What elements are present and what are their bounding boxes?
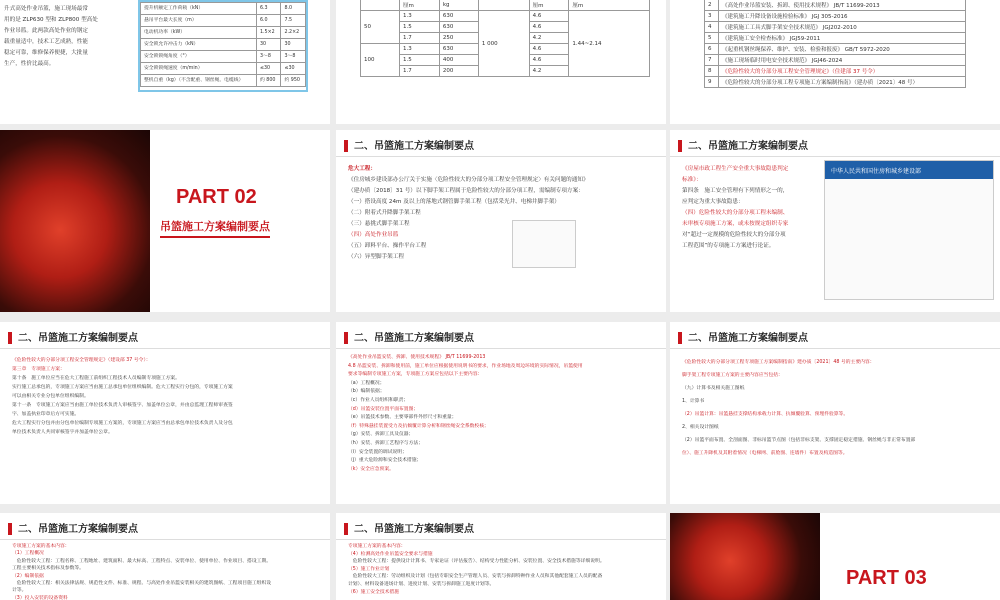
text-heading: 危大工程： (348, 166, 376, 172)
table-row: 安全锁锁绳角度（°） 3～8 3～8 (141, 51, 306, 63)
text-line: 危险性较大工程：劳动组织及计划（包括专职安全生产管理人员、安装与拆卸特种作业人员和其他配套施工人员的配备 (348, 574, 603, 580)
part-subtitle: 吊篮施工方案编制要点 (160, 220, 270, 233)
divider (160, 236, 270, 238)
text-line: （f）特殊悬挂装置受力及抗倾覆计算分析和钢丝绳安全系数校核； (348, 423, 489, 429)
text-line: 工程主要相关技术指标及参数等。 (12, 566, 84, 572)
part-number: PART 02 (176, 186, 257, 208)
slide-title: 二、吊篮施工方案编制要点 (354, 141, 474, 152)
text-line: 《高处作业吊篮安装、拆卸、使用技术规程》 JB/T 11699-2013 (348, 355, 486, 360)
text-line: （四）高处作业吊篮 (348, 232, 399, 238)
text-line: 第十一条 专项施工方案应当由施工单位技术负责人审核签字、加盖单位公章，并由总监理工程师审查签 (12, 403, 233, 408)
slide-thumbnail-1[interactable] (0, 0, 330, 124)
text-line: 脚手架工程专项施工方案的主要内容应当包括： (682, 373, 783, 378)
slide-body (348, 354, 658, 474)
table-row: 1.7 200 4.2 (361, 66, 650, 77)
text-line: 作业吊篮。此两款高处作业的钢定 (4, 28, 88, 34)
hardhat-photo (0, 130, 150, 312)
text-line: （b）编制依据； (348, 389, 385, 395)
slide1-text (4, 4, 134, 70)
text-line: 用的是 ZLP630 型和 ZLP800 型高处 (4, 17, 98, 23)
table-row: 整机自重（kg）（不含配重、钢丝绳、电缆线） 约 800 约 950 (141, 75, 306, 87)
table-row: 9 《危险性较大的分部分项工程专项施工方案编制指南》（建办质〔2021〕48 号） (705, 77, 966, 88)
text-line: （a）工程概况； (348, 380, 385, 386)
slide-thumbnail-11[interactable] (336, 513, 666, 600)
slide-body (12, 543, 322, 600)
text-line: 标准》： (682, 177, 702, 183)
text-line: 载重量适中，技术工艺成熟，性能 (4, 39, 88, 45)
slide-thumbnail-12[interactable] (670, 513, 1000, 600)
text-line: （2）吊篮计算：吊篮悬挂支撑结构承载力计算、抗倾覆验算、预埋件验算等。 (682, 412, 849, 417)
slide-thumbnail-5[interactable] (336, 130, 666, 312)
text-line: 位）、施工升降机及其附着情况（电梯网、前脸图、连墙件）布置及构造图等。 (682, 451, 848, 456)
slide-thumbnail-10[interactable] (0, 513, 330, 600)
spec-table (140, 2, 306, 87)
table-row: 50 1.3 630 1 000 4.6 1.44~2.14 (361, 11, 650, 22)
slide-header (336, 322, 666, 350)
text-line: （h）安装、拆卸工艺程序与方法； (348, 440, 423, 446)
slide-thumbnail-9[interactable] (670, 322, 1000, 504)
text-line: 应判定为重大事故隐患： (682, 199, 744, 205)
slide-title: 二、吊篮施工方案编制要点 (354, 333, 474, 344)
text-line: 第十条 施工单位应当在危大工程施工前组织工程技术人员编制专项施工方案。 (12, 376, 180, 381)
text-line: （5）施工作业计划 (348, 566, 390, 572)
text-line: 危险性较大工程：提供设计计算书、专家论证（评估报告）、结构受力性能分析、安装位置、安全技术措施等详细说明。 (348, 559, 605, 565)
table-row: 1.5 400 4.6 (361, 55, 650, 66)
text-line: （建办质〔2018〕31 号）以下脚手架工程属于危险性较大的分部分项工程，需编制专项方案： (348, 188, 584, 194)
text-line: 工程范围”的专项施工方案进行论证。 (682, 243, 775, 249)
text-line: 计划）、材料设备进场计划、进度计划、安装与拆卸施工进度计划等。 (348, 581, 495, 587)
table-row: 厘m kg 厘m 厘m (361, 0, 650, 11)
text-line: 《房屋市政工程生产安全重大事故隐患判定 (682, 166, 789, 172)
standards-table (704, 0, 966, 88)
text-line: （四）危险性较大的分部分项工程未编制、 (682, 210, 789, 216)
table-row: 安全锁锁绳速度（m/min） ≤30 ≤30 (141, 63, 306, 75)
slide-thumbnail-3[interactable] (670, 0, 1000, 124)
slide-header (336, 130, 666, 158)
spec-table-frame (138, 0, 308, 92)
text-line: 第三章 专项施工方案： (12, 367, 65, 372)
table-row: 提升机额定工作荷载（kN） 6.3 8.0 (141, 3, 306, 15)
text-line: 《危险性较大的分部分项工程专项施工方案编制指南》建办质〔2021〕48 号的主要内容： (682, 360, 875, 365)
document-image (824, 160, 994, 300)
text-line: 危险性较大工程：工程名称、工程地址、建筑面积、最大标高、工程特点、安装单位、使用单位、作业项目、搭设工期。 (12, 558, 272, 564)
text-line: 未审核专项施工方案，或未按规定组织专家 (682, 221, 789, 227)
text-line: （e）吊篮技术参数、主要零部件外形尺寸和重量； (348, 415, 457, 421)
text-line: 4.8 吊篮安装、拆卸和使用前，施工单位应根据使用说明书的要求，作业场地及周边环境的实际情况，吊篮使用 (348, 363, 583, 369)
table-row: 安全锁允许冲击力（kN） 30 30 (141, 39, 306, 51)
text-line: （九）计算书及相关施工图纸 (682, 386, 745, 391)
text-line: （d）吊篮安装位置平面布置图； (348, 406, 419, 412)
table-row: 5 《建筑施工安全检查标准》 JGJ59-2011 (705, 33, 966, 44)
text-line: 字、加盖执业印章后方可实施。 (12, 412, 80, 417)
text-line: （4）检测高处作业吊篮安全要求与措施 (348, 551, 433, 557)
text-line: 专项施工方案的基本内容： (12, 544, 70, 549)
text-line: 第四条 施工安全管理有下列情形之一的， (682, 188, 789, 194)
table-row: 1.5 630 4.6 (361, 22, 650, 33)
text-line: 对“超过一定规模的危险性较大的分部分项 (682, 232, 786, 238)
text-line: （g）安装、拆卸工具及仪器； (348, 432, 414, 438)
text-line: （三）悬挑式脚手架工程 (348, 221, 410, 227)
text-line: （1）工程概况 (12, 551, 44, 557)
table-row: 7 《施工现场临时用电安全技术规范》 JGJ46-2024 (705, 55, 966, 66)
slide-title: 二、吊篮施工方案编制要点 (688, 141, 808, 152)
table-row: 8 《危险性较大的分部分项工程安全管理规定》（住建部 37 号令） (705, 66, 966, 77)
text-line: 1、计算书 (682, 399, 705, 404)
text-line: 实行施工总承包的，专项施工方案应当由施工总承包单位组织编制。危大工程实行分包的，专项施工方案 (12, 385, 233, 390)
capacity-table (360, 0, 650, 77)
slide-thumbnail-8[interactable] (336, 322, 666, 504)
text-line: 稳定可靠，维修保养便捷，大批量 (4, 50, 88, 56)
slide-header (336, 513, 666, 541)
text-line: （j）重大危险源和安全技术措施； (348, 458, 422, 464)
table-row: 电动机功率（kW） 1.5×2 2.2×2 (141, 27, 306, 39)
part-number: PART 03 (846, 567, 927, 589)
slide-title: 二、吊篮施工方案编制要点 (354, 524, 474, 535)
table-row: 100 1.3 630 4.6 (361, 44, 650, 55)
text-line: （c）作业人员组织和职责； (348, 397, 409, 403)
slide-thumbnail-6[interactable] (670, 130, 1000, 312)
text-line: 单位技术负责人共同审核签字并加盖单位公章。 (12, 430, 113, 435)
text-line: （六）异型脚手架工程 (348, 254, 404, 260)
text-line: （2）吊篮平面布置、全剖面图、非标吊篮节点图（包括非标支架、支撑固定稳定措施、钢丝绳与非正常布置部 (682, 438, 916, 443)
text-line: 危大工程实行分包并由分包单位编制专项施工方案的，专项施工方案应当由总承包单位技术负责人及分包 (12, 421, 233, 426)
slide-thumbnail-2[interactable] (336, 0, 666, 124)
table-row: 3 《建筑施工升降设备设施检验标准》 JGJ 305-2016 (705, 11, 966, 22)
table-row: 悬吊平台最大长度（m） 6.0 7.5 (141, 15, 306, 27)
slide-header (0, 513, 330, 541)
table-row: 1.7 250 4.2 (361, 33, 650, 44)
slide-body (348, 164, 658, 263)
text-line: 生产，性价比最高。 (4, 61, 55, 67)
slide-title: 二、吊篮施工方案编制要点 (18, 524, 138, 535)
slide-body (682, 356, 992, 460)
text-line: （3）投入安装的设备资料 (12, 595, 68, 600)
slide-body (682, 164, 822, 252)
text-line: 计等。 (12, 588, 27, 594)
document-image (512, 220, 576, 268)
slide-header (670, 322, 1000, 350)
slide-thumbnail-4[interactable] (0, 130, 330, 312)
text-line: （二）附着式升降脚手架工程 (348, 210, 421, 216)
text-line: （2）编制依据 (12, 573, 44, 579)
hardhat-photo (670, 513, 820, 600)
text-line: 专项施工方案的基本内容： (348, 544, 406, 549)
slide-body (12, 356, 322, 437)
text-line: 可以由相关专业分包单位组织编制。 (12, 394, 89, 399)
slide-header (0, 322, 330, 350)
document-banner: 中华人民共和国住房和城乡建设部 (825, 161, 993, 179)
slide-body (348, 543, 658, 596)
text-line: （五）卸料平台、操作平台工程 (348, 243, 427, 249)
text-line: （i）安全装置的调试说明； (348, 449, 407, 455)
text-line: （6）施工安全技术措施 (348, 589, 400, 595)
text-line: 升式高处作业吊篮，施工现场最常 (4, 6, 88, 12)
slide-thumbnail-7[interactable] (0, 322, 330, 504)
text-line: 《住房城乡建设部办公厅关于实施〈危险性较大的分部分项工程安全管理规定〉有关问题的通知》 (348, 177, 589, 183)
table-row: 2 《高处作业吊篮安装、拆卸、使用技术规程》 JB/T 11699-2013 (705, 0, 966, 11)
text-line: 危险性较大工程：相关法律法规、规范性文件、标准、规程、与高处作业吊篮安装相关的建筑图纸、工程项目施工组织设 (12, 581, 272, 587)
slide-title: 二、吊篮施工方案编制要点 (18, 333, 138, 344)
text-line: 2、相关设计图纸 (682, 425, 719, 430)
text-line: （一）搭设高度 24m 及以上的落地式钢管脚手架工程（包括采光井、电梯井脚手架） (348, 199, 560, 205)
slide-header (670, 130, 1000, 158)
text-line: 要求等编制专项施工方案，专项施工方案应包括以下主要内容： (348, 372, 483, 378)
text-line: 《危险性较大的分部分项工程安全管理规定》（建设部 37 号令）： (12, 358, 151, 363)
slide-title: 二、吊篮施工方案编制要点 (688, 333, 808, 344)
table-row: 4 《建筑施工工具式脚手架安全技术规范》 JGJ202-2010 (705, 22, 966, 33)
table-row: 6 《起重机钢丝绳保养、维护、安装、检验和报废》 GB/T 5972-2020 (705, 44, 966, 55)
text-line: （k）安全应急预案。 (348, 466, 394, 472)
